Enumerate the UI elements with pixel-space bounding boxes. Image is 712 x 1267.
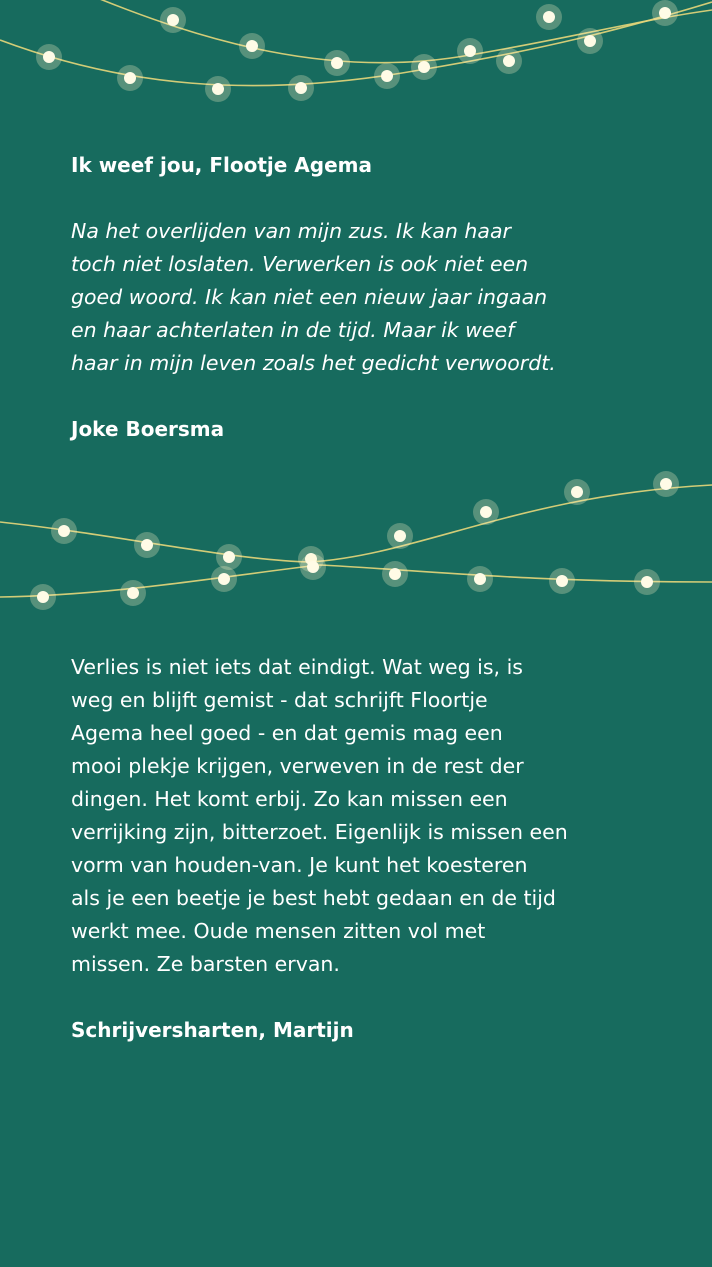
string-lights-middle-icon [0,470,712,620]
string-lights-top-icon [0,0,712,110]
quote-author: Joke Boersma [71,417,225,441]
reader-quote: Na het overlijden van mijn zus. Ik kan haar toch niet loslaten. Verwerken is ook niet een goed woord. Ik kan niet een nieuw jaar ingaan en haar achterlaten in de tijd. Maar ik weef haar in mijn leven zoals het gedicht verwoordt. [71,219,556,375]
poem-title: Ik weef jou, Flootje Agema [71,153,373,177]
reflection-author: Schrijversharten, Martijn [71,1018,354,1042]
reflection-text: Verlies is niet iets dat eindigt. Wat weg is, is weg en blijft gemist - dat schrijft Floortje Agema heel goed - en dat gemis mag een mooi plekje krijgen, verweven in de rest der dingen. Het komt erbij. Zo kan missen een verrijking zijn, bitterzoet. Eigenlijk is missen een vorm van houden-van. Je kunt het koesteren als je een beetje je best hebt gedaan en de tijd werkt mee. Oude mensen zitten vol met missen. Ze barsten ervan. [71,655,568,976]
